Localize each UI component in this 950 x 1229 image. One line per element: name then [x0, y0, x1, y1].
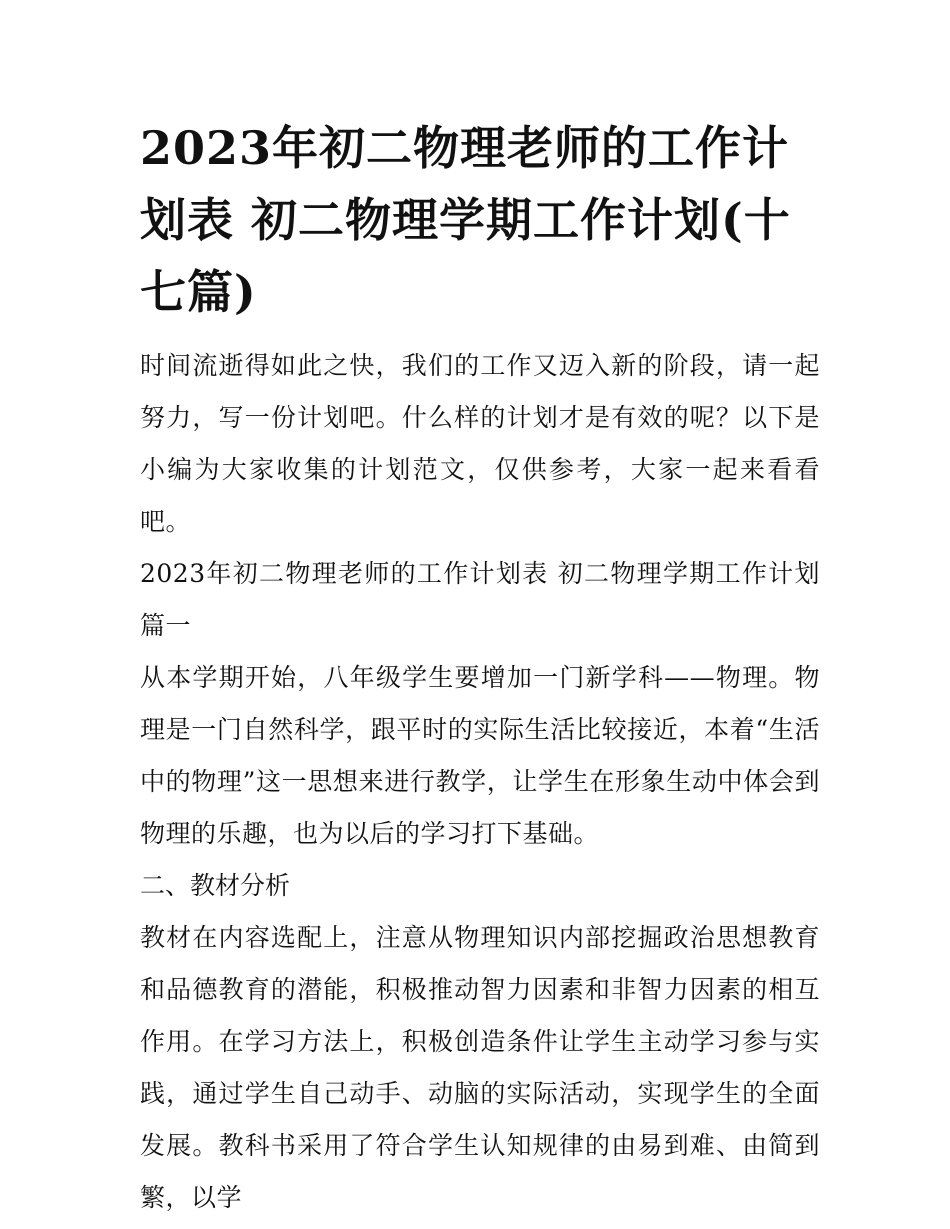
paragraph-2: 教材在内容选配上，注意从物理知识内部挖掘政治思想教育和品德教育的潜能，积极推动智力因素和非智力因素的相互作用。在学习方法上，积极创造条件让学生主动学习参与实践，通过学生自己动手、动脑的实际活动，实现学生的全面发展。教科书采用了符合学生认知规律的由易到难、由简到繁，以学: [140, 923, 820, 1212]
paragraph-1: 从本学期开始，八年级学生要增加一门新学科——物理。物理是一门自然科学，跟平时的实际生活比较接近，本着“生活中的物理”这一思想来进行教学，让学生在形象生动中体会到物理的乐趣，也为以后的学习打下基础。: [140, 663, 820, 848]
document-title: 2023年初二物理老师的工作计划表 初二物理学期工作计划(十七篇): [140, 121, 791, 319]
intro-paragraph: 时间流逝得如此之快，我们的工作又迈入新的阶段，请一起努力，写一份计划吧。什么样的计划才是有效的呢？以下是小编为大家收集的计划范文，仅供参考，大家一起来看看吧。: [140, 351, 820, 536]
document-page: [140, 112, 820, 1224]
heading-textbook-analysis: 二、教材分析: [140, 871, 291, 900]
document-body: [140, 340, 820, 1224]
section-title: 2023年初二物理老师的工作计划表 初二物理学期工作计划篇一: [140, 559, 820, 640]
